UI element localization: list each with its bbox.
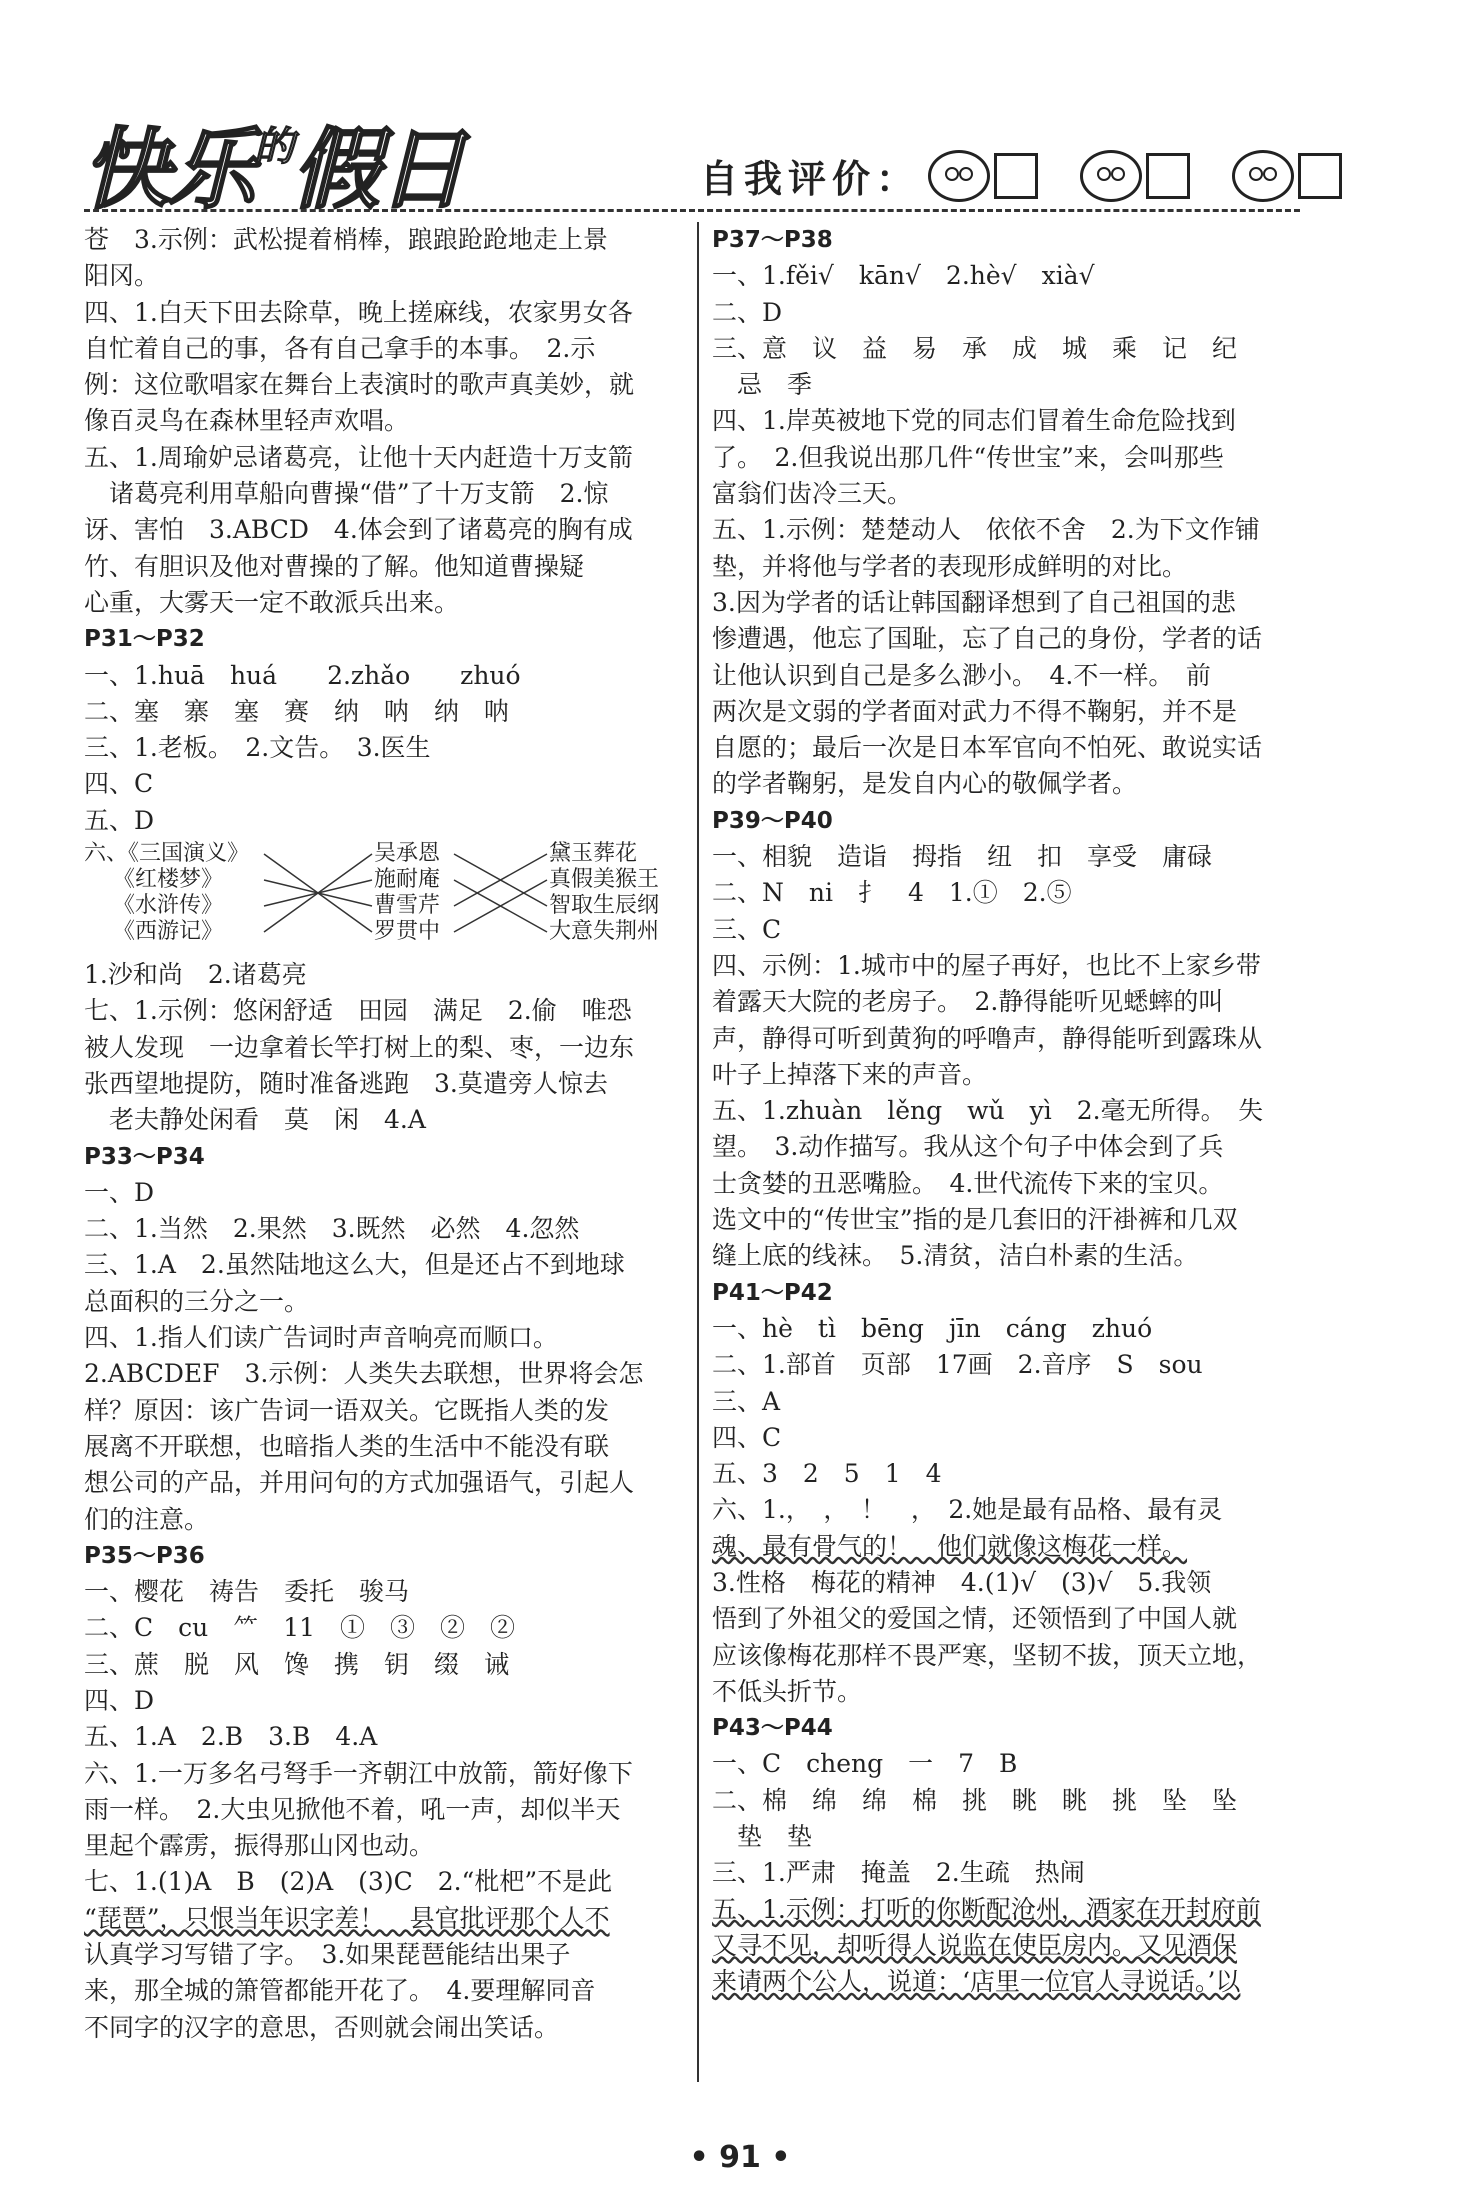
logo-text-tail: 假日 xyxy=(292,117,465,221)
answer-line: 自愿的；最后一次是日本军官向不怕死、敢说实话 xyxy=(712,733,1263,763)
matching-author: 吴承恩 xyxy=(374,841,441,867)
section-heading: P41～P42 xyxy=(712,1279,833,1306)
answer-line: 三、1.老板。 2.文告。 3.医生 xyxy=(84,733,431,763)
matching-storie: 大意失荆州 xyxy=(549,919,660,945)
answer-line: 声，静得可听到黄狗的呼噜声，静得能听到露珠从 xyxy=(712,1023,1263,1053)
answer-line: 二、1.部首 页部 17画 2.音序 S sou xyxy=(712,1350,1203,1380)
matching-book: 《红楼梦》 xyxy=(84,867,223,893)
answer-line: 的学者鞠躬，是发自内心的敬佩学者。 xyxy=(712,769,1138,799)
answer-line: 例：这位歌唱家在舞台上表演时的歌声真美妙，就 xyxy=(84,370,635,400)
answer-line: 一、1.huā huá 2.zhǎo zhuó xyxy=(84,660,521,690)
matching-book: 《西游记》 xyxy=(84,919,223,945)
matching-storie: 智取生辰纲 xyxy=(549,893,660,919)
answer-line: 二、N ni 扌 4 1.① 2.⑤ xyxy=(712,878,1072,908)
answer-line: 四、D xyxy=(84,1685,155,1715)
answer-line: 五、1.示例：打听的你断配沧州，酒家在开封府前 xyxy=(712,1894,1261,1924)
answer-line: “琵琶”，只恨当年识字差！ 县官批评那个人不 xyxy=(84,1903,610,1933)
answer-line: 叶子上掉落下来的声音。 xyxy=(712,1059,988,1089)
answer-line: 被人发现 一边拿着长竿打树上的梨、枣，一边东 xyxy=(84,1032,635,1062)
answer-line: 惨遭遇，他忘了国耻，忘了自己的身份，学者的话 xyxy=(712,624,1263,654)
neutral-checkbox[interactable] xyxy=(1298,153,1342,199)
answer-line: 四、1.白天下田去除草，晚上搓麻线，农家男女各 xyxy=(84,297,633,327)
worried-face-icon xyxy=(1080,150,1142,202)
answer-line: 1.沙和尚 2.诸葛亮 xyxy=(84,960,307,990)
answer-line: 二、塞 寨 塞 赛 纳 呐 纳 呐 xyxy=(84,696,510,726)
answer-line: 不低头折节。 xyxy=(712,1676,863,1706)
answer-line: 五、3 2 5 1 4 xyxy=(712,1459,942,1489)
section-heading: P31～P32 xyxy=(84,626,205,653)
answer-line: 二、棉 绵 绵 棉 挑 眺 眺 挑 坠 坠 xyxy=(712,1785,1238,1815)
answer-line: 四、1.岸英被地下党的同志们冒着生命危险找到 xyxy=(712,406,1236,436)
answer-line: 一、相貌 造诣 拇指 纽 扣 享受 庸碌 xyxy=(712,842,1213,872)
logo-text-main: 快乐 xyxy=(82,117,255,221)
matching-lines xyxy=(84,841,684,951)
answer-line: 来请两个公人，说道：‘店里一位官人寻说话。’以 xyxy=(712,1967,1241,1997)
answer-line: 富翁们齿冷三天。 xyxy=(712,479,913,509)
answer-line: 二、1.当然 2.果然 3.既然 必然 4.忽然 xyxy=(84,1214,580,1244)
happy-face-icon xyxy=(928,150,990,202)
answer-line: 诸葛亮利用草船向曹操“借”了十万支箭 2.惊 xyxy=(84,479,609,509)
answer-line: 想公司的产品，并用问句的方式加强语气，引起人 xyxy=(84,1468,635,1498)
answer-line: 忌 季 xyxy=(712,370,813,400)
matching-storie: 黛玉葬花 xyxy=(549,841,638,867)
answer-line: 一、樱花 祷告 委托 骏马 xyxy=(84,1577,410,1607)
self-eval-label: 自我评价： xyxy=(700,156,921,201)
answer-line: 一、1.fěi√ kān√ 2.hè√ xià√ xyxy=(712,261,1095,291)
answer-line: 二、C cu ⺮ 11 ① ③ ② ② xyxy=(84,1613,516,1643)
answer-line: 垫，并将他与学者的表现形成鲜明的对比。 xyxy=(712,551,1188,581)
section-heading: P33～P34 xyxy=(84,1143,205,1170)
answer-line: 七、1.(1)A B (2)A (3)C 2.“枇杷”不是此 xyxy=(84,1867,613,1897)
matching-author: 罗贯中 xyxy=(374,919,441,945)
answer-line: 里起个霹雳，振得那山冈也动。 xyxy=(84,1831,435,1861)
section-heading: P37～P38 xyxy=(712,227,833,253)
answer-line: 不同字的汉字的意思，否则就会闹出笑话。 xyxy=(84,2012,560,2042)
worried-checkbox[interactable] xyxy=(1146,153,1190,199)
logo xyxy=(82,100,464,226)
answer-line: 六、1.， ， ！ ， 2.她是最有品格、最有灵 xyxy=(712,1495,1223,1525)
header-divider xyxy=(84,209,1300,212)
page-number: • 91 • xyxy=(689,2140,791,2175)
right-column xyxy=(712,222,1310,2001)
answer-line: 了。 2.但我说出那几件“传世宝”来，会叫那些 xyxy=(712,442,1224,472)
answer-line: 又寻不见，却听得人说监在使臣房内。又见酒保 xyxy=(712,1930,1238,1960)
answer-line: 四、C xyxy=(84,769,154,799)
answer-line: 展离不开联想，也暗指人类的生活中不能没有联 xyxy=(84,1431,610,1461)
section-heading: P39～P40 xyxy=(712,807,833,834)
answer-line: 四、1.指人们读广告词时声音响亮而顺口。 xyxy=(84,1323,558,1353)
answer-line: 四、示例：1.城市中的屋子再好，也比不上家乡带 xyxy=(712,950,1261,980)
answer-line: 五、D xyxy=(84,805,155,835)
answer-line: 阳冈。 xyxy=(84,261,160,291)
matching-book: 六、《三国演义》 xyxy=(84,841,250,867)
column-divider xyxy=(697,222,699,2082)
answer-line: 垫 垫 xyxy=(712,1822,813,1852)
answer-line: 一、hè tì bēng jīn cáng zhuó xyxy=(712,1313,1153,1343)
self-evaluation xyxy=(700,148,1384,203)
left-column xyxy=(84,222,692,2046)
answer-line: 认真学习写错了字。 3.如果琵琶能结出果子 xyxy=(84,1940,571,1970)
answer-line: 让他认识到自己是多么渺小。 4.不一样。 前 xyxy=(712,660,1211,690)
answer-line: 自忙着自己的事，各有自己拿手的本事。 2.示 xyxy=(84,333,596,363)
logo-text-small: 的 xyxy=(254,123,293,170)
answer-line: 五、1.周瑜妒忌诸葛亮，让他十天内赶造十万支箭 xyxy=(84,442,633,472)
answer-line: 三、A xyxy=(712,1386,781,1416)
answer-line: 五、1.示例：楚楚动人 依依不舍 2.为下文作铺 xyxy=(712,515,1260,545)
answer-line: 三、C xyxy=(712,914,782,944)
answer-line: 两次是文弱的学者面对武力不得不鞠躬，并不是 xyxy=(712,696,1238,726)
answer-line: 六、1.一万多名弓弩手一齐朝江中放箭，箭好像下 xyxy=(84,1758,633,1788)
matching-book: 《水浒传》 xyxy=(84,893,223,919)
answer-line: 苍 3.示例：武松提着梢棒，踉踉跄跄地走上景 xyxy=(84,225,608,254)
answer-line: 来，那全城的箫管都能开花了。 4.要理解同音 xyxy=(84,1976,596,2006)
answer-line: 老夫静处闲看 莫 闲 4.A xyxy=(84,1105,426,1135)
answer-line: 望。 3.动作描写。我从这个句子中体会到了兵 xyxy=(712,1132,1224,1162)
neutral-face-icon xyxy=(1232,150,1294,202)
answer-line: 三、蔗 脱 风 馋 携 钥 缀 诫 xyxy=(84,1649,510,1679)
matching-exercise xyxy=(84,841,692,951)
answer-line: 五、1.A 2.B 3.B 4.A xyxy=(84,1722,378,1752)
page-header xyxy=(0,0,1480,221)
answer-line: 五、1.zhuàn lěng wǔ yì 2.毫无所得。 失 xyxy=(712,1096,1264,1126)
happy-checkbox[interactable] xyxy=(994,153,1038,199)
answer-line: 们的注意。 xyxy=(84,1504,210,1534)
answer-line: 竹、有胆识及他对曹操的了解。他知道曹操疑 xyxy=(84,551,585,581)
answer-line: 一、D xyxy=(84,1177,155,1207)
answer-line: 像百灵鸟在森林里轻声欢唱。 xyxy=(84,406,410,436)
answer-line: 心重，大雾天一定不敢派兵出来。 xyxy=(84,587,460,617)
answer-line: 着露天大院的老房子。 2.静得能听见蟋蟀的叫 xyxy=(712,987,1224,1017)
answer-line: 二、D xyxy=(712,297,783,327)
answer-line: 张西望地提防，随时准备逃跑 3.莫遣旁人惊去 xyxy=(84,1068,608,1098)
answer-line: 雨一样。 2.大虫见掀他不着，吼一声，却似半天 xyxy=(84,1794,621,1824)
answer-line: 选文中的“传世宝”指的是几套旧的汗褂裤和几双 xyxy=(712,1205,1238,1235)
answer-line: 总面积的三分之一。 xyxy=(84,1286,310,1316)
answer-line: 七、1.示例：悠闲舒适 田园 满足 2.偷 唯恐 xyxy=(84,996,632,1026)
answer-line: 3.因为学者的话让韩国翻译想到了自己祖国的悲 xyxy=(712,587,1236,617)
matching-storie: 真假美猴王 xyxy=(549,867,660,893)
matching-author: 曹雪芹 xyxy=(374,893,441,919)
matching-author: 施耐庵 xyxy=(374,867,441,893)
section-heading: P43～P44 xyxy=(712,1715,833,1742)
answer-line: 三、意 议 益 易 承 成 城 乘 记 纪 xyxy=(712,333,1238,363)
answer-line: 一、C cheng 一 7 B xyxy=(712,1749,1018,1779)
answer-line: 悟到了外祖父的爱国之情，还领悟到了中国人就 xyxy=(712,1604,1238,1634)
answer-line: 缝上底的线袜。 5.清贫，洁白朴素的生活。 xyxy=(712,1241,1199,1271)
section-heading: P35～P36 xyxy=(84,1542,205,1569)
answer-line: 应该像梅花那样不畏严寒，坚韧不拔，顶天立地， xyxy=(712,1640,1263,1670)
answer-line: 士贪婪的丑恶嘴脸。 4.世代流传下来的宝贝。 xyxy=(712,1168,1224,1198)
answer-line: 讶、害怕 3.ABCD 4.体会到了诸葛亮的胸有成 xyxy=(84,515,633,545)
answer-line: 三、1.严肃 掩盖 2.生疏 热闹 xyxy=(712,1858,1085,1888)
answer-line: 2.ABCDEF 3.示例：人类失去联想，世界将会怎 xyxy=(84,1359,644,1389)
answer-line: 魂、最有骨气的！ 他们就像这梅花一样。 xyxy=(712,1531,1188,1561)
answer-line: 3.性格 梅花的精神 4.(1)√ (3)√ 5.我领 xyxy=(712,1567,1212,1597)
answer-line: 样？原因：该广告词一语双关。它既指人类的发 xyxy=(84,1395,610,1425)
answer-line: 三、1.A 2.虽然陆地这么大，但是还占不到地球 xyxy=(84,1250,625,1280)
answer-line: 四、C xyxy=(712,1422,782,1452)
